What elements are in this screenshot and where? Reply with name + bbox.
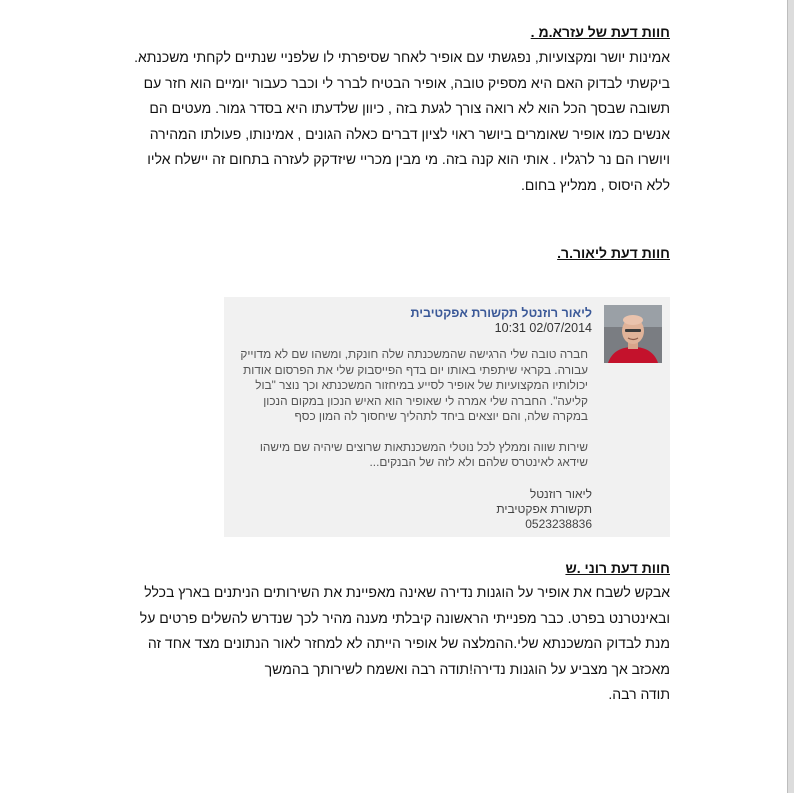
review-line: מנת לבדוק המשכנתא שלי.ההמלצה של אופיר הייתה לא למחזר לאור הנתונים מצד אחד זה — [147, 635, 670, 651]
facebook-post-card — [224, 297, 670, 537]
signature-phone: 0523238836 — [525, 517, 592, 531]
review-line: תשובה שבסך הכל הוא לא רואה צורך לגעת בזה , כיוון שלדעתו היא בסדר גמור. מעטים הם — [149, 100, 670, 116]
review-line: ביקשתי לבדוק האם היא מספיק טובה, אופיר הבטיח לברר לי וכבר כעבור יומיים הוא חזר עם — [143, 74, 670, 91]
signature-name: ליאור רוזנטל — [529, 487, 592, 501]
review-line: אנשים כמו אופיר שאומרים ביושר ראוי לציון דברים כאלה הגונים , אמינותו, פעולתו המהירה — [149, 125, 670, 142]
post-author-link[interactable]: ליאור רוזנטל תקשורת אפקטיבית — [410, 306, 592, 320]
signature-company: תקשורת אפקטיבית — [496, 502, 592, 516]
post-body — [228, 347, 588, 486]
section-title-lior: חוות דעת ליאור.ר. — [557, 245, 670, 261]
section-title-roni: חוות דעת רוני .ש — [565, 560, 670, 576]
review-line: מאכזב אך מצביע על הוגנות נדירה!תודה רבה ואשמח לשירותך בהמשך — [264, 660, 670, 677]
review-line: אבקש לשבח את אופיר על הוגנות נדירה שאינה מאפיינת את השירותים הניתנים בארץ בכלל — [144, 584, 670, 600]
post-paragraph: שירות שווה וממלץ לכל נוטלי המשכנתאות שרוצים שיהיה שם מישהו שידאג לאינטרס שלהם ולא לזה של הבנקים... — [259, 439, 588, 469]
post-paragraph: חברה טובה שלי הרגישה שהמשכנתה שלה חונקת, ומשהו שם לא מדוייק עבורה. בקראי שיתפתי באותו יום בדף הפייסבוק שלי את הפרסום אודות יכולותיו המקצועיות של אופיר לסייע במיחזור המשכנתא וכך נוצר "בול קליעה". החברה שלי אמרה לי שאופיר הוא האיש הנכון במקום הנכון במקרה שלה, והם יוצאים ביחד לתהליך שיחסוך לה המון כסף — [240, 347, 588, 423]
avatar-portrait-icon — [604, 305, 662, 363]
review-line: ויושרו הם נר לרגליו . אותי הוא קנה בזה. מי מבין מכריי שיזדקק לעזרה בתחום זה יישלח אליו — [147, 151, 670, 167]
review-line: ללא היסוס , ממליץ בחום. — [521, 176, 670, 193]
post-timestamp[interactable]: 10:31 02/07/2014 — [494, 321, 592, 335]
page-scrollbar-edge[interactable] — [787, 0, 794, 793]
review-line: תודה רבה. — [608, 686, 670, 702]
review-ezra-text — [120, 45, 670, 198]
section-title-ezra: חוות דעת של עזרא.מ . — [530, 24, 670, 40]
review-line: ובאינטרנט בפרט. כבר מפנייתי הראשונה קיבלתי מענה מהיר לכך שנדרש להשלים פרטים על — [139, 609, 670, 626]
review-roni-text — [120, 580, 670, 708]
avatar — [604, 305, 662, 363]
review-line: אמינות יושר ומקצועיות, נפגשתי עם אופיר לאחר שסיפרתי לו שלפניי שנתיים לקחתי משכנתא. — [134, 49, 670, 65]
